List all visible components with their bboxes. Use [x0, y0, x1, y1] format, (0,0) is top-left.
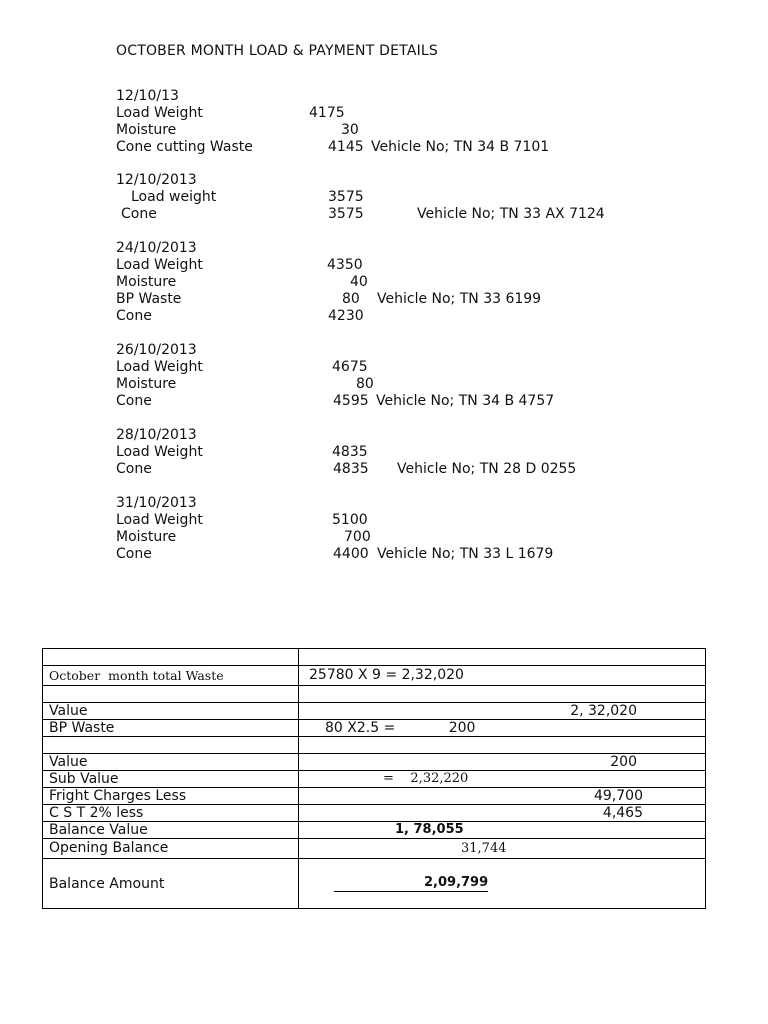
- load-date: 26/10/2013: [116, 342, 197, 358]
- load-value: 4400: [333, 546, 369, 562]
- load-value: 3575: [328, 206, 364, 222]
- vehicle-number: Vehicle No; TN 34 B 4757: [376, 393, 555, 409]
- summary-label: Sub Value: [43, 771, 299, 788]
- load-label: Cone: [116, 308, 152, 324]
- load-value: 40: [350, 274, 368, 290]
- load-value: 4350: [327, 257, 363, 273]
- load-value: 80: [356, 376, 374, 392]
- summary-label: Fright Charges Less: [43, 788, 299, 805]
- load-label: Load Weight: [116, 444, 203, 460]
- summary-label: [43, 737, 299, 754]
- table-row: [43, 771, 706, 788]
- summary-value: 1, 78,055: [299, 822, 706, 839]
- summary-value: [299, 649, 706, 666]
- load-entry: [116, 342, 736, 410]
- load-date: 12/10/13: [116, 88, 179, 104]
- load-entry: [116, 240, 736, 325]
- load-entry: [116, 427, 736, 478]
- table-row: [43, 754, 706, 771]
- load-label: BP Waste: [116, 291, 182, 307]
- payment-summary-table: [42, 648, 706, 909]
- summary-label: [43, 686, 299, 703]
- table-row: [43, 720, 706, 737]
- load-entry: [116, 172, 736, 223]
- summary-value: [299, 737, 706, 754]
- vehicle-number: Vehicle No; TN 33 L 1679: [377, 546, 554, 562]
- load-label: Cone cutting Waste: [116, 139, 253, 155]
- summary-value: [299, 859, 706, 909]
- load-label: Moisture: [116, 376, 177, 392]
- load-label: Moisture: [116, 122, 177, 138]
- load-date: 24/10/2013: [116, 240, 197, 256]
- load-value: 80: [342, 291, 360, 307]
- load-value: 30: [341, 122, 359, 138]
- load-label: Cone: [116, 393, 152, 409]
- vehicle-number: Vehicle No; TN 33 6199: [377, 291, 542, 307]
- load-label: Load weight: [131, 189, 217, 205]
- table-row: [43, 822, 706, 839]
- load-label: Load Weight: [116, 512, 203, 528]
- load-label: Load Weight: [116, 359, 203, 375]
- summary-value: 25780 X 9 = 2,32,020: [299, 666, 706, 686]
- load-value: 4835: [332, 444, 368, 460]
- summary-label: Balance Value: [43, 822, 299, 839]
- load-value: 4675: [332, 359, 368, 375]
- load-value: 4175: [309, 105, 345, 121]
- vehicle-number: Vehicle No; TN 34 B 7101: [371, 139, 550, 155]
- summary-value: 2, 32,020: [299, 703, 706, 720]
- summary-label: Value: [43, 703, 299, 720]
- load-label: Load Weight: [116, 105, 203, 121]
- summary-value: = 2,32,220: [299, 771, 706, 788]
- vehicle-number: Vehicle No; TN 28 D 0255: [397, 461, 577, 477]
- load-label: Load Weight: [116, 257, 203, 273]
- summary-value: 200: [299, 754, 706, 771]
- load-label: Moisture: [116, 529, 177, 545]
- load-label: Moisture: [116, 274, 177, 290]
- document-title: OCTOBER MONTH LOAD & PAYMENT DETAILS: [116, 43, 439, 59]
- load-label: Cone: [121, 206, 157, 222]
- load-label: Cone: [116, 461, 152, 477]
- summary-label: BP Waste: [43, 720, 299, 737]
- load-value: 5100: [332, 512, 368, 528]
- summary-value: 49,700: [299, 788, 706, 805]
- load-date: 31/10/2013: [116, 495, 197, 511]
- vehicle-number: Vehicle No; TN 33 AX 7124: [417, 206, 605, 222]
- table-row: [43, 839, 706, 859]
- balance-amount-underlined: [334, 875, 488, 892]
- balance-amount-text: 2,09,799: [424, 875, 489, 890]
- summary-label: October month total Waste: [43, 666, 299, 686]
- summary-value: 80 X2.5 = 200: [299, 720, 706, 737]
- table-row: [43, 805, 706, 822]
- load-value: 4145: [328, 139, 364, 155]
- load-entry: [116, 88, 736, 156]
- summary-value: [299, 686, 706, 703]
- load-date: 28/10/2013: [116, 427, 197, 443]
- table-row: [43, 703, 706, 720]
- summary-label: Opening Balance: [43, 839, 299, 859]
- load-value: 4595: [333, 393, 369, 409]
- load-date: 12/10/2013: [116, 172, 197, 188]
- load-value: 4835: [333, 461, 369, 477]
- load-entry: [116, 495, 736, 563]
- table-row: [43, 666, 706, 686]
- summary-label: Balance Amount: [43, 859, 299, 909]
- load-value: 4230: [328, 308, 364, 324]
- table-row: [43, 737, 706, 754]
- summary-label: [43, 649, 299, 666]
- summary-label: C S T 2% less: [43, 805, 299, 822]
- table-row: [43, 686, 706, 703]
- table-row: [43, 649, 706, 666]
- summary-value: 4,465: [299, 805, 706, 822]
- summary-label: Value: [43, 754, 299, 771]
- load-label: Cone: [116, 546, 152, 562]
- table-row: [43, 859, 706, 909]
- summary-value: 31,744: [299, 839, 706, 859]
- load-value: 3575: [328, 189, 364, 205]
- table-row: [43, 788, 706, 805]
- load-value: 700: [344, 529, 371, 545]
